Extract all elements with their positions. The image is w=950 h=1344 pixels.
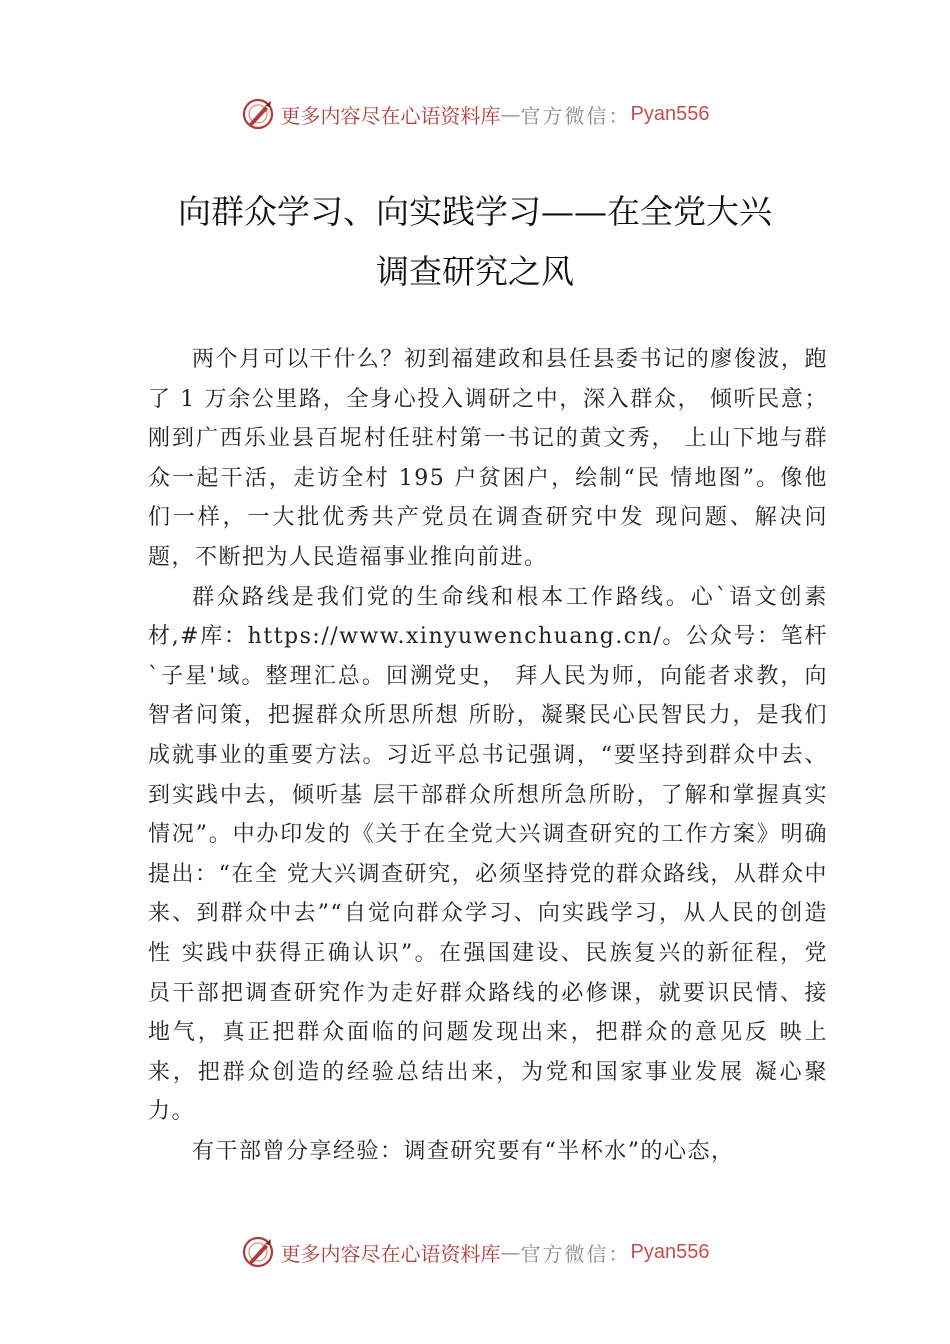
promo-text: 更多内容尽在心语资料库: [280, 1241, 501, 1266]
footer-watermark-banner: [0, 1232, 950, 1272]
paragraph: 两个月可以干什么？初到福建政和县任县委书记的廖俊波，跑了 1 万余公里路，全身心投入调研之中，深入群众， 倾听民意；刚到广西乐业县百坭村任驻村第一书记的黄文秀， 上山下地与群众一起干活，走访全村 195 户贫困户，绘制“民 情地图”。像他们一样，一大批优秀共产党员在调查研究中发 现问题、解决问题，不断把为人民造福事业推向前进。: [148, 347, 828, 570]
article-body: [148, 340, 828, 1171]
paragraph: 有干部曾分享经验：调查研究要有“半杯水”的心态，: [192, 1138, 735, 1164]
wechat-id: Pyan556: [630, 1240, 710, 1263]
promo-separator: —: [500, 1240, 521, 1264]
header-watermark-banner: [0, 94, 950, 134]
quill-seal-logo-icon: [241, 1235, 275, 1269]
wechat-label: 官方微信：: [520, 103, 631, 128]
wechat-label: 官方微信：: [520, 1241, 631, 1266]
promo-separator: —: [500, 102, 521, 126]
wechat-id: Pyan556: [630, 102, 710, 125]
article-title: [100, 182, 850, 302]
quill-seal-logo-icon: [241, 97, 275, 131]
title-line-2: 调查研究之风: [376, 252, 574, 291]
title-line-1: 向群众学习、向实践学习——在全党大兴: [178, 192, 772, 231]
paragraph: 群众路线是我们党的生命线和根本工作路线。心`语文创素材,#库：https://www.xinyuwenchuang.cn/。公众号：笔杆`子星'域。整理汇总。回溯党史， 拜人民为师，向能者求教，向智者问策，把握群众所思所想 所盼，凝聚民心民智民力，是我们成就事业的重要方法。习近平总书记强调，“要坚持到群众中去、到实践中去，倾听基 层干部群众所想所急所盼，了解和掌握真实情况”。中办印发的《关于在全党大兴调查研究的工作方案》明确提出：“在全 党大兴调查研究，必须坚持党的群众路线，从群众中来、到群众中去”“自觉向群众学习、向实践学习，从人民的创造性 实践中获得正确认识”。在强国建设、民族复兴的新征程，党 员干部把调查研究作为走好群众路线的必修课，就要识民情、接地气，真正把群众面临的问题发现出来，把群众的意见反 映上来，把群众创造的经验总结出来，为党和国家事业发展 凝心聚力。: [148, 584, 828, 1125]
promo-text: 更多内容尽在心语资料库: [280, 103, 501, 128]
